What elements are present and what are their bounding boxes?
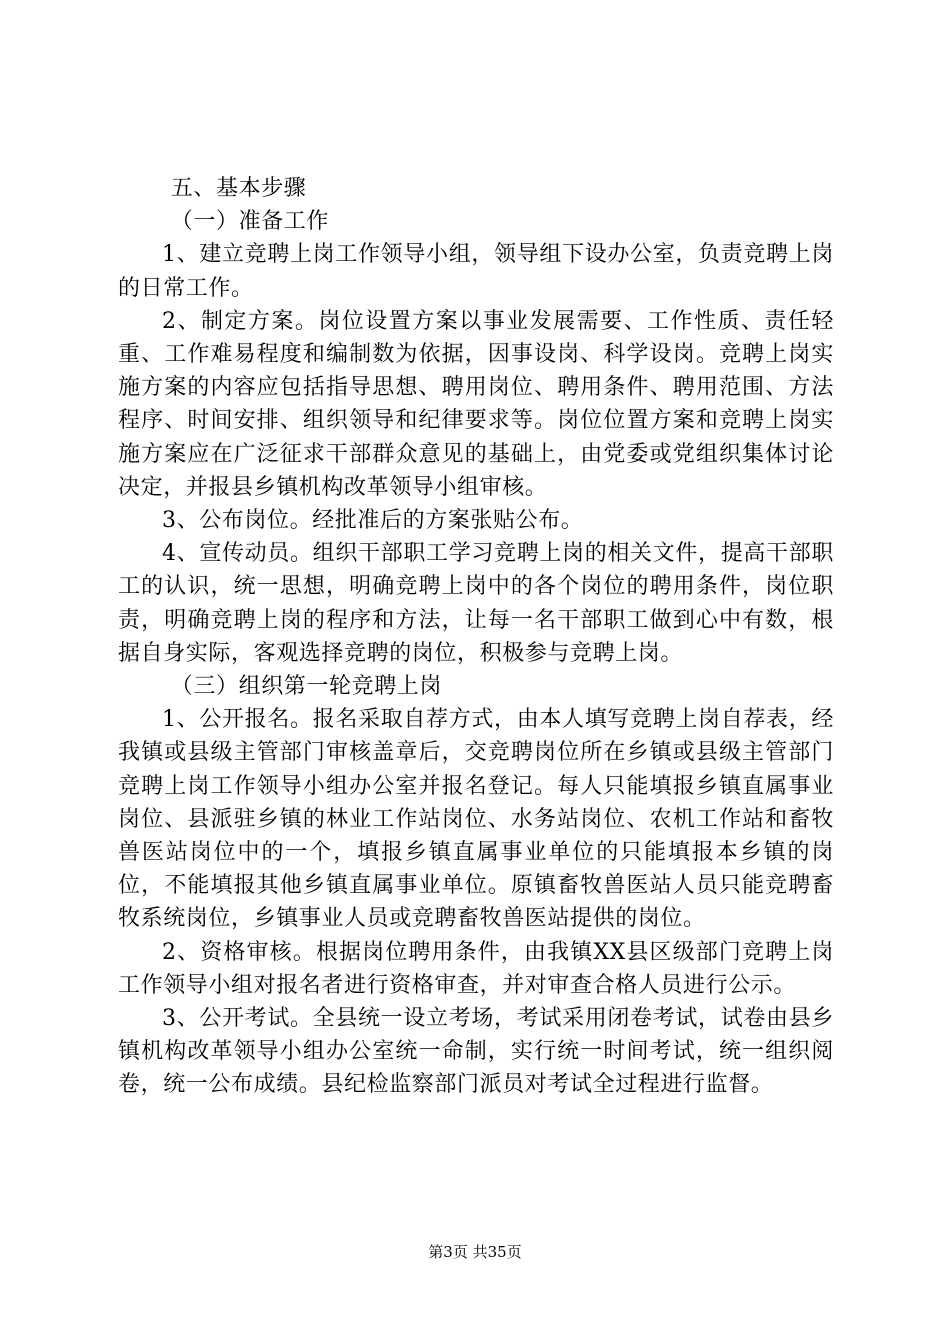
paragraph-public-exam: 3、公开考试。全县统一设立考场，考试采用闭卷考试，试卷由县乡镇机构改革领导小组办公室统一命制，实行统一时间考试，统一组织阅卷，统一公布成绩。县纪检监察部门派员对考试全过程进行监督。 bbox=[118, 1006, 834, 1098]
paragraph-publish-positions: 3、公布岗位。经批准后的方案张贴公布。 bbox=[162, 508, 584, 534]
paragraph-publicity-mobilization: 4、宣传动员。组织干部职工学习竞聘上岗的相关文件，提高干部职工的认识，统一思想，明确竞聘上岗中的各个岗位的聘用条件，岗位职责，明确竞聘上岗的程序和方法，让每一名干部职工做到心中有数，根据自身实际，客观选择竞聘的岗位，积极参与竞聘上岗。 bbox=[118, 541, 834, 666]
page-number-footer: 第3页 共35页 bbox=[428, 1243, 522, 1261]
subsection-heading-preparation: （一）准备工作 bbox=[170, 209, 329, 235]
paragraph-public-registration: 1、公开报名。报名采取自荐方式，由本人填写竞聘上岗自荐表，经我镇或县级主管部门审核盖章后，交竞聘岗位所在乡镇或县级主管部门竞聘上岗工作领导小组办公室并报名登记。每人只能填报乡镇直属事业岗位、县派驻乡镇的林业工作站岗位、水务站岗位、农机工作站和畜牧兽医站岗位中的一个，填报乡镇直属事业单位的只能填报本乡镇的岗位，不能填报其他乡镇直属事业单位。原镇畜牧兽医站人员只能竞聘畜牧系统岗位，乡镇事业人员或竞聘畜牧兽医站提供的岗位。 bbox=[118, 707, 834, 932]
section-heading-basic-steps: 五、基本步骤 bbox=[170, 176, 307, 201]
document-body bbox=[118, 172, 834, 1102]
paragraph-formulate-plan: 2、制定方案。岗位设置方案以事业发展需要、工作性质、责任轻重、工作难易程度和编制数为依据，因事设岗、科学设岗。竞聘上岗实施方案的内容应包括指导思想、聘用岗位、聘用条件、聘用范围、方法程序、时间安排、组织领导和纪律要求等。岗位位置方案和竞聘上岗实施方案应在广泛征求干部群众意见的基础上，由党委或党组织集体讨论决定，并报县乡镇机构改革领导小组审核。 bbox=[118, 308, 834, 500]
subsection-heading-first-round: （三）组织第一轮竞聘上岗 bbox=[170, 674, 442, 700]
paragraph-leadership-group: 1、建立竞聘上岗工作领导小组，领导组下设办公室，负责竞聘上岗的日常工作。 bbox=[118, 242, 834, 301]
paragraph-qualification-review: 2、资格审核。根据岗位聘用条件，由我镇XX县区级部门竞聘上岗工作领导小组对报名者进行资格审查，并对审查合格人员进行公示。 bbox=[118, 939, 834, 998]
